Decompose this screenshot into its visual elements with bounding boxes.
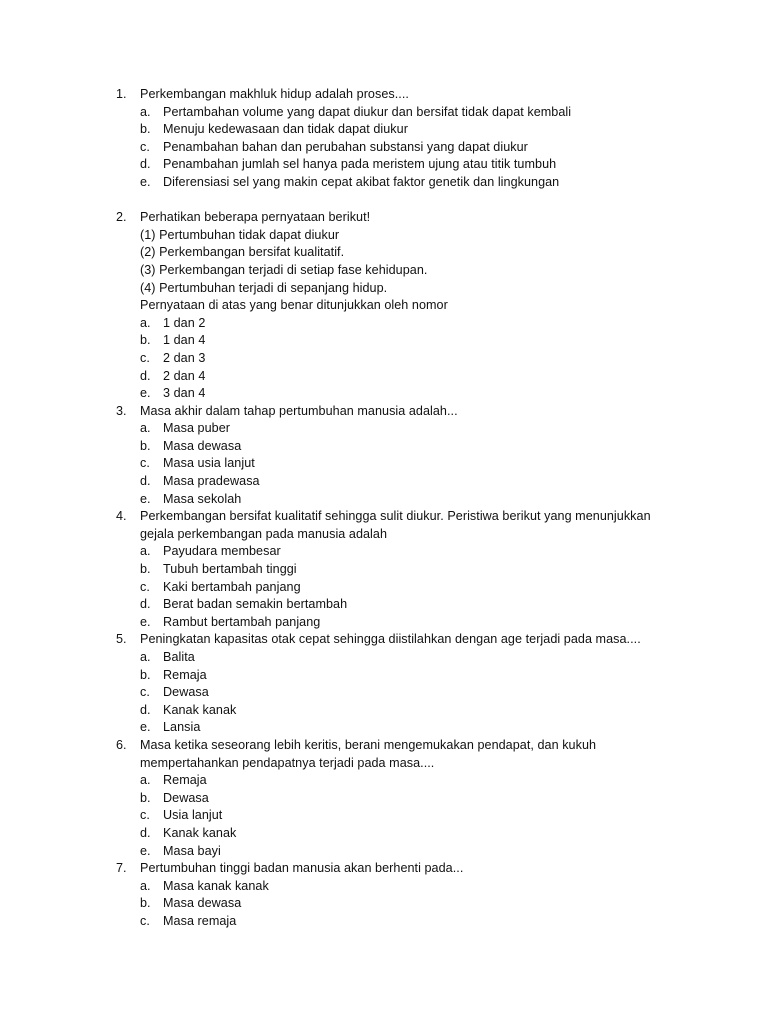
question-stem-line	[116, 227, 676, 245]
question-text: (3) Perkembangan terjadi di setiap fase kehidupan.	[140, 262, 428, 277]
option-letter: e.	[140, 386, 151, 401]
option-letter: d.	[140, 157, 151, 172]
answer-option	[116, 104, 676, 122]
option-text: Diferensiasi sel yang makin cepat akibat faktor genetik dan lingkungan	[163, 174, 560, 189]
option-text: 2 dan 3	[163, 350, 206, 365]
option-letter: a.	[140, 315, 151, 330]
option-letter: b.	[140, 562, 151, 577]
question-stem-line	[116, 262, 676, 280]
option-text: Usia lanjut	[163, 808, 223, 823]
option-text: Masa dewasa	[163, 896, 242, 911]
option-text: Menuju kedewasaan dan tidak dapat diukur	[163, 122, 408, 137]
question-text: Pertumbuhan tinggi badan manusia akan berhenti pada...	[140, 861, 464, 876]
option-letter: c.	[140, 685, 150, 700]
option-text: Kanak kanak	[163, 825, 237, 840]
answer-option	[116, 174, 676, 192]
question-list	[116, 86, 676, 931]
option-text: Pertambahan volume yang dapat diukur dan bersifat tidak dapat kembali	[163, 104, 572, 119]
question-2	[116, 209, 676, 403]
option-letter: c.	[140, 350, 150, 365]
question-text: Perkembangan makhluk hidup adalah proses....	[140, 87, 409, 101]
option-text: Kanak kanak	[163, 702, 237, 717]
answer-option	[116, 561, 676, 579]
answer-option	[116, 368, 676, 386]
option-letter: d.	[140, 474, 151, 489]
option-text: Payudara membesar	[163, 544, 281, 559]
option-letter: a.	[140, 773, 151, 788]
question-4	[116, 508, 676, 631]
option-letter: b.	[140, 790, 151, 805]
question-stem-line	[116, 244, 676, 262]
question-text: mempertahankan pendapatnya terjadi pada masa....	[140, 755, 435, 770]
answer-option	[116, 491, 676, 509]
question-7	[116, 860, 676, 930]
question-number: 7.	[116, 861, 127, 876]
option-letter: b.	[140, 122, 151, 137]
question-6	[116, 737, 676, 860]
question-number: 3.	[116, 403, 127, 418]
answer-option	[116, 807, 676, 825]
question-3	[116, 403, 676, 509]
answer-option	[116, 139, 676, 157]
option-letter: a.	[140, 650, 151, 664]
option-letter: c.	[140, 579, 150, 594]
option-text: Tubuh bertambah tinggi	[163, 562, 297, 577]
question-text: Peningkatan kapasitas otak cepat sehingga diistilahkan dengan age terjadi pada masa....	[140, 632, 641, 647]
option-text: Masa puber	[163, 421, 231, 436]
question-stem-line	[116, 755, 676, 773]
answer-option	[116, 790, 676, 808]
answer-option	[116, 772, 676, 790]
question-text: (4) Pertumbuhan terjadi di sepanjang hidup.	[140, 280, 388, 295]
option-letter: d.	[140, 702, 151, 717]
answer-option	[116, 385, 676, 403]
answer-option	[116, 579, 676, 597]
answer-option	[116, 649, 676, 667]
question-text: Masa ketika seseorang lebih keritis, berani mengemukakan pendapat, dan kukuh	[140, 737, 597, 752]
question-stem	[116, 508, 676, 526]
answer-option	[116, 702, 676, 720]
answer-option	[116, 332, 676, 350]
answer-option	[116, 878, 676, 896]
option-text: Penambahan bahan dan perubahan substansi yang dapat diukur	[163, 139, 528, 154]
answer-option	[116, 473, 676, 491]
answer-option	[116, 667, 676, 685]
question-text: Perhatikan beberapa pernyataan berikut!	[140, 210, 371, 225]
option-letter: b.	[140, 333, 151, 348]
answer-option	[116, 719, 676, 737]
option-text: Remaja	[163, 773, 207, 788]
option-text: Masa remaja	[163, 913, 237, 928]
question-number: 4.	[116, 509, 127, 524]
question-stem	[116, 631, 676, 649]
option-text: 1 dan 4	[163, 333, 206, 348]
option-letter: b.	[140, 896, 151, 911]
option-letter: e.	[140, 720, 151, 735]
option-text: 2 dan 4	[163, 368, 206, 383]
question-stem-line	[116, 526, 676, 544]
answer-option	[116, 843, 676, 861]
option-text: Rambut bertambah panjang	[163, 614, 321, 629]
question-number: 1.	[116, 87, 127, 101]
option-letter: a.	[140, 878, 151, 893]
option-letter: c.	[140, 913, 150, 928]
answer-option	[116, 684, 676, 702]
answer-option	[116, 315, 676, 333]
option-letter: d.	[140, 597, 151, 612]
option-text: Masa usia lanjut	[163, 456, 255, 471]
option-text: Berat badan semakin bertambah	[163, 597, 348, 612]
spacer	[116, 192, 676, 210]
answer-option	[116, 913, 676, 931]
question-text: Perkembangan bersifat kualitatif sehingga sulit diukur. Peristiwa berikut yang menunjukkan	[140, 509, 651, 524]
option-text: 1 dan 2	[163, 315, 206, 330]
question-text: (1) Pertumbuhan tidak dapat diukur	[140, 227, 340, 242]
question-stem	[116, 86, 676, 104]
option-text: Masa dewasa	[163, 438, 242, 453]
question-text: Pernyataan di atas yang benar ditunjukkan oleh nomor	[140, 298, 448, 313]
option-text: Masa bayi	[163, 843, 221, 858]
option-text: Masa kanak kanak	[163, 878, 269, 893]
option-letter: c.	[140, 456, 150, 471]
question-stem	[116, 737, 676, 755]
option-text: Penambahan jumlah sel hanya pada meristem ujung atau titik tumbuh	[163, 157, 557, 172]
question-stem	[116, 860, 676, 878]
answer-option	[116, 420, 676, 438]
option-letter: c.	[140, 808, 150, 823]
answer-option	[116, 596, 676, 614]
question-5	[116, 631, 676, 737]
question-stem-line	[116, 280, 676, 298]
question-1	[116, 86, 676, 192]
answer-option	[116, 121, 676, 139]
option-text: Remaja	[163, 667, 207, 682]
option-letter: e.	[140, 843, 151, 858]
question-stem-line	[116, 297, 676, 315]
option-letter: b.	[140, 667, 151, 682]
question-text: gejala perkembangan pada manusia adalah	[140, 526, 388, 541]
option-letter: e.	[140, 614, 151, 629]
question-number: 5.	[116, 632, 127, 647]
answer-option	[116, 825, 676, 843]
option-text: Masa sekolah	[163, 491, 242, 506]
option-letter: a.	[140, 544, 151, 559]
answer-option	[116, 895, 676, 913]
answer-option	[116, 455, 676, 473]
answer-option	[116, 156, 676, 174]
answer-option	[116, 438, 676, 456]
question-stem	[116, 403, 676, 421]
option-text: Dewasa	[163, 685, 209, 700]
answer-option	[116, 614, 676, 632]
option-letter: d.	[140, 825, 151, 840]
option-text: Dewasa	[163, 790, 209, 805]
question-text: Masa akhir dalam tahap pertumbuhan manusia adalah...	[140, 403, 458, 418]
option-text: Lansia	[163, 720, 201, 735]
option-letter: c.	[140, 139, 150, 154]
option-letter: a.	[140, 104, 151, 119]
answer-option	[116, 350, 676, 368]
option-text: Masa pradewasa	[163, 474, 260, 489]
option-text: Kaki bertambah panjang	[163, 579, 301, 594]
option-letter: d.	[140, 368, 151, 383]
option-text: Balita	[163, 650, 195, 664]
question-text: (2) Perkembangan bersifat kualitatif.	[140, 245, 345, 260]
option-letter: a.	[140, 421, 151, 436]
option-letter: e.	[140, 491, 151, 506]
option-text: 3 dan 4	[163, 386, 206, 401]
question-stem	[116, 209, 676, 227]
answer-option	[116, 543, 676, 561]
option-letter: b.	[140, 438, 151, 453]
option-letter: e.	[140, 174, 151, 189]
question-number: 6.	[116, 737, 127, 752]
question-number: 2.	[116, 210, 127, 225]
